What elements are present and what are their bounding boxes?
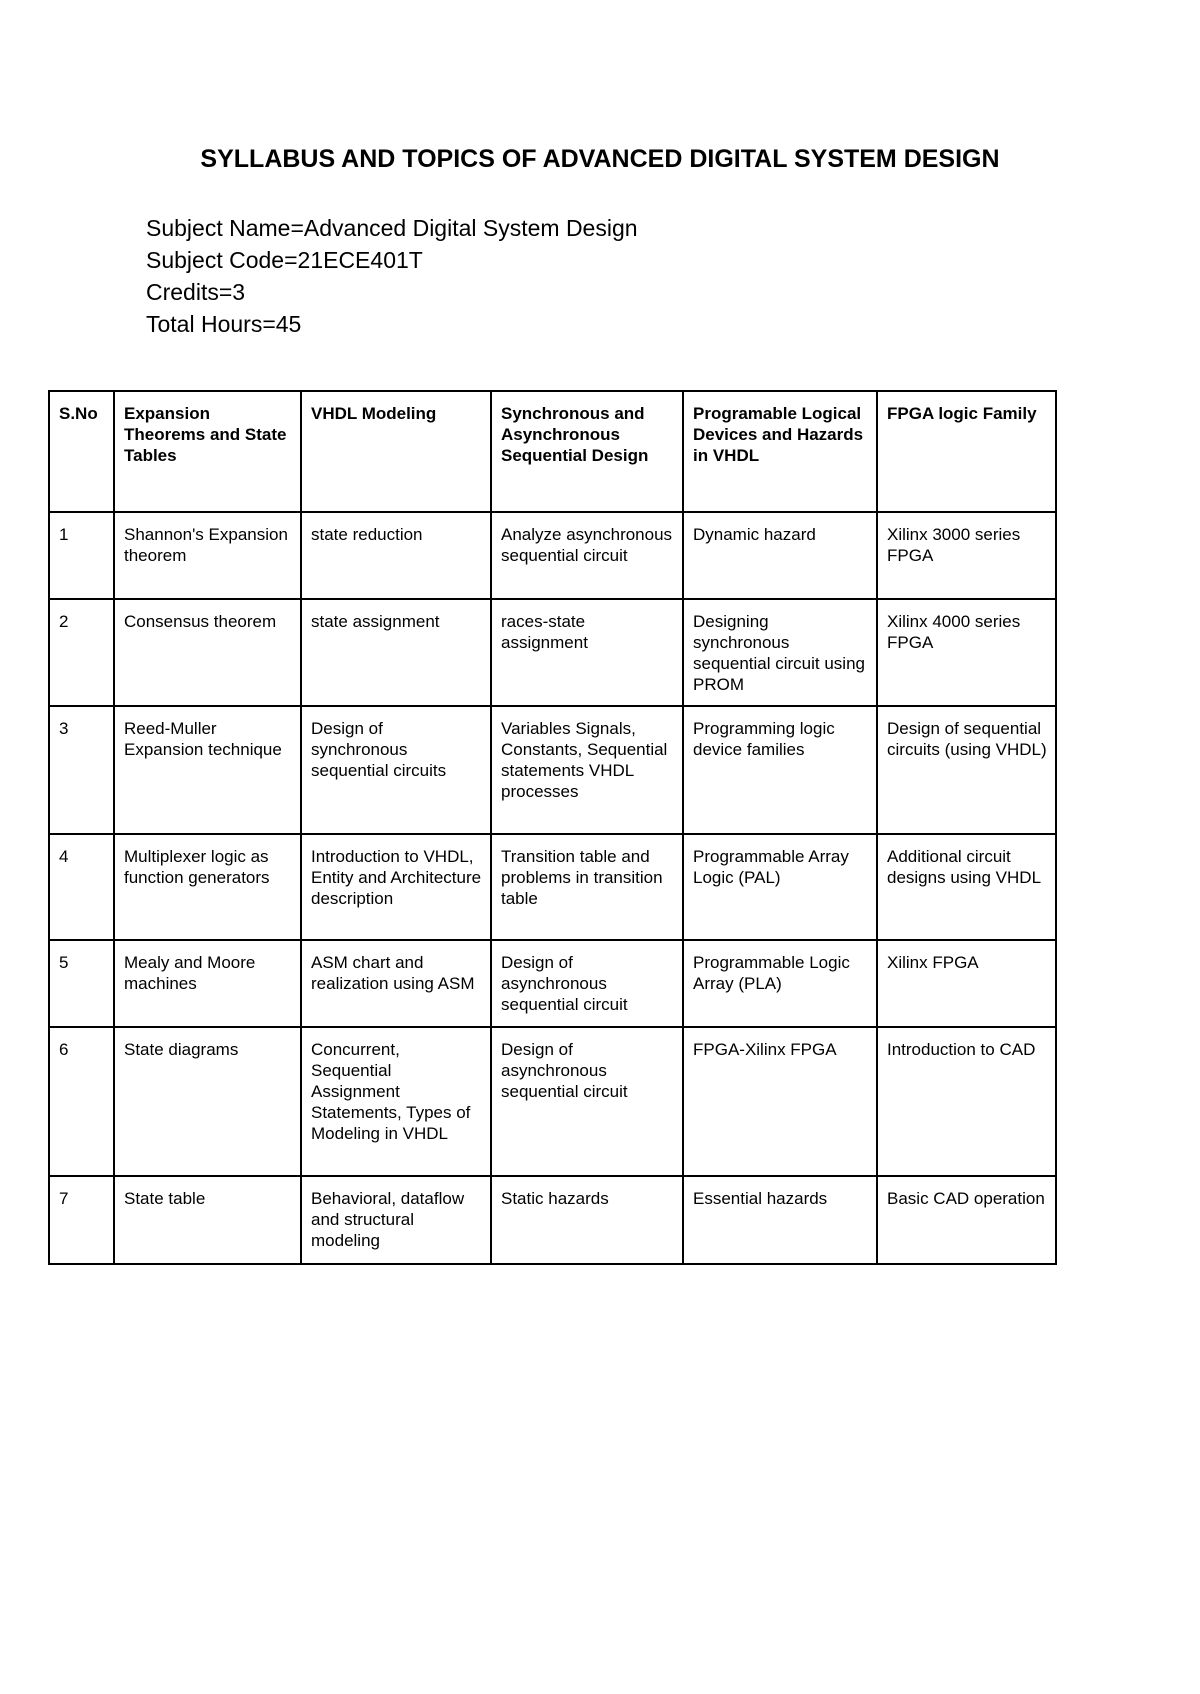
syllabus-table <box>48 390 1057 1265</box>
table-cell: Consensus theorem <box>114 599 301 706</box>
table-cell: Reed-Muller Expansion technique <box>114 706 301 834</box>
header-sequential-design: Synchronous and Asynchronous Sequential Design <box>491 391 683 512</box>
table-row <box>49 1176 1056 1264</box>
table-cell: Introduction to CAD <box>877 1027 1056 1176</box>
table-cell: 6 <box>49 1027 114 1176</box>
table-cell: Programmable Array Logic (PAL) <box>683 834 877 940</box>
table-cell: 1 <box>49 512 114 599</box>
header-expansion-theorems: Expansion Theorems and State Tables <box>114 391 301 512</box>
table-cell: State diagrams <box>114 1027 301 1176</box>
table-cell: state reduction <box>301 512 491 599</box>
table-cell: 2 <box>49 599 114 706</box>
table-cell: Concurrent, Sequential Assignment Statements, Types of Modeling in VHDL <box>301 1027 491 1176</box>
table-cell: Additional circuit designs using VHDL <box>877 834 1056 940</box>
table-cell: Design of sequential circuits (using VHDL) <box>877 706 1056 834</box>
table-cell: Xilinx 4000 series FPGA <box>877 599 1056 706</box>
table-cell: Variables Signals, Constants, Sequential statements VHDL processes <box>491 706 683 834</box>
table-row <box>49 512 1056 599</box>
table-row <box>49 834 1056 940</box>
subject-name: Subject Name=Advanced Digital System Design <box>146 215 638 241</box>
table-cell: 4 <box>49 834 114 940</box>
table-row <box>49 706 1056 834</box>
table-cell: Introduction to VHDL, Entity and Architecture description <box>301 834 491 940</box>
table-cell: Design of asynchronous sequential circuit <box>491 940 683 1027</box>
table-cell: Dynamic hazard <box>683 512 877 599</box>
table-cell: Essential hazards <box>683 1176 877 1264</box>
table-cell: Shannon's Expansion theorem <box>114 512 301 599</box>
table-row <box>49 1027 1056 1176</box>
table-cell: Design of synchronous sequential circuits <box>301 706 491 834</box>
header-sno: S.No <box>49 391 114 512</box>
header-vhdl-modeling: VHDL Modeling <box>301 391 491 512</box>
table-cell: State table <box>114 1176 301 1264</box>
total-hours: Total Hours=45 <box>146 311 302 337</box>
table-cell: Analyze asynchronous sequential circuit <box>491 512 683 599</box>
header-fpga-family: FPGA logic Family <box>877 391 1056 512</box>
table-cell: 5 <box>49 940 114 1027</box>
table-cell: Transition table and problems in transition table <box>491 834 683 940</box>
credits: Credits=3 <box>146 279 246 305</box>
table-cell: Xilinx 3000 series FPGA <box>877 512 1056 599</box>
table-cell: Designing synchronous sequential circuit using PROM <box>683 599 877 706</box>
page-title: SYLLABUS AND TOPICS OF ADVANCED DIGITAL SYSTEM DESIGN <box>200 145 1000 173</box>
table-cell: Mealy and Moore machines <box>114 940 301 1027</box>
subject-info <box>146 212 638 340</box>
header-pld-hazards: Programable Logical Devices and Hazards in VHDL <box>683 391 877 512</box>
subject-code: Subject Code=21ECE401T <box>146 247 423 273</box>
table-cell: Xilinx FPGA <box>877 940 1056 1027</box>
table-cell: Multiplexer logic as function generators <box>114 834 301 940</box>
table-cell: 3 <box>49 706 114 834</box>
table-cell: Programmable Logic Array (PLA) <box>683 940 877 1027</box>
table-cell: state assignment <box>301 599 491 706</box>
table-cell: FPGA-Xilinx FPGA <box>683 1027 877 1176</box>
table-cell: Behavioral, dataflow and structural modeling <box>301 1176 491 1264</box>
table-header-row <box>49 391 1056 512</box>
table-row <box>49 940 1056 1027</box>
table-cell: Design of asynchronous sequential circuit <box>491 1027 683 1176</box>
table-cell: 7 <box>49 1176 114 1264</box>
table-cell: Programming logic device families <box>683 706 877 834</box>
table-cell: Basic CAD operation <box>877 1176 1056 1264</box>
table-row <box>49 599 1056 706</box>
table-cell: Static hazards <box>491 1176 683 1264</box>
table-cell: ASM chart and realization using ASM <box>301 940 491 1027</box>
table-cell: races-state assignment <box>491 599 683 706</box>
